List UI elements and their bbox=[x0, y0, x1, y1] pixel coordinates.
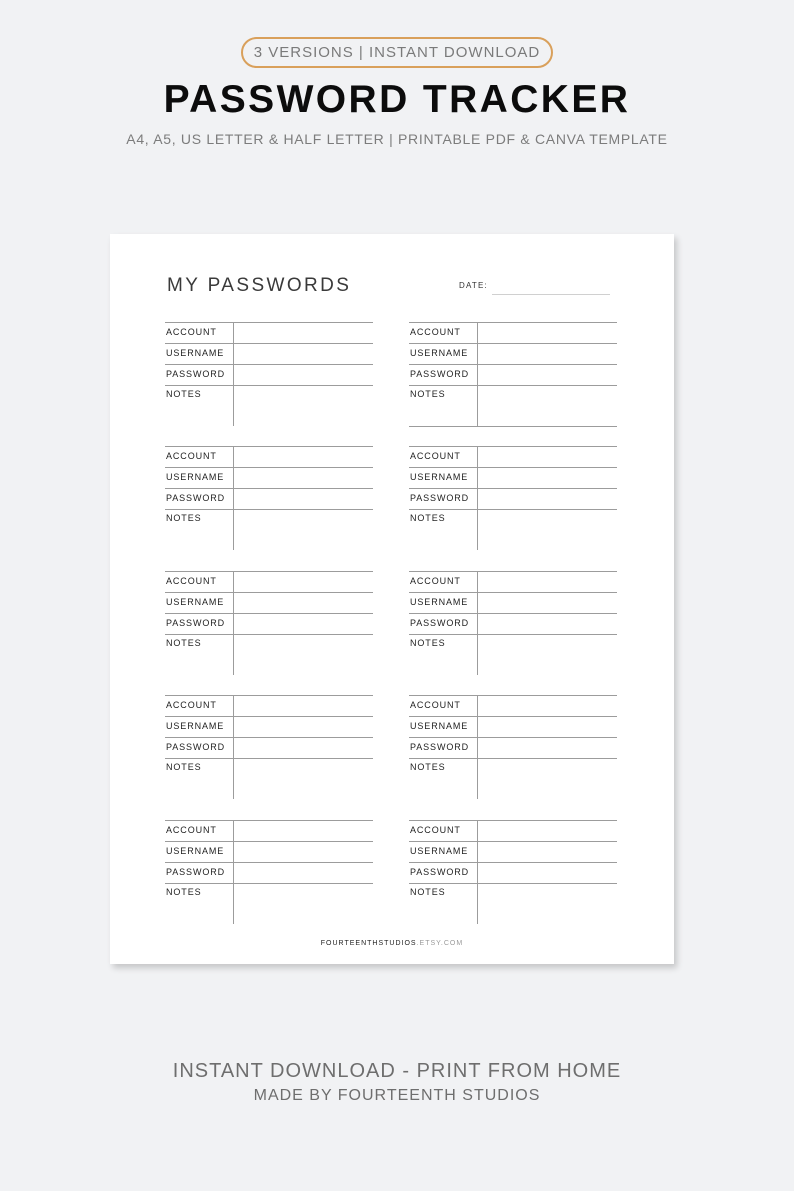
row-divider bbox=[165, 322, 373, 323]
row-divider bbox=[165, 592, 373, 593]
footer-line-2: MADE BY FOURTEENTH STUDIOS bbox=[253, 1087, 541, 1104]
page-subtitle: A4, A5, US LETTER & HALF LETTER | PRINTABLE PDF & CANVA TEMPLATE bbox=[126, 131, 668, 147]
notes-label: NOTES bbox=[410, 513, 446, 523]
row-divider bbox=[165, 571, 373, 572]
notes-label: NOTES bbox=[410, 887, 446, 897]
notes-label: NOTES bbox=[166, 513, 202, 523]
sheet-title: MY PASSWORDS bbox=[167, 275, 352, 296]
row-divider bbox=[165, 862, 373, 863]
row-divider bbox=[165, 716, 373, 717]
username-label: USERNAME bbox=[166, 721, 225, 731]
account-label: ACCOUNT bbox=[410, 825, 461, 835]
column-divider bbox=[233, 571, 234, 675]
version-badge bbox=[241, 37, 553, 68]
password-entry-card bbox=[409, 322, 617, 427]
row-divider bbox=[165, 820, 373, 821]
row-divider bbox=[409, 322, 617, 323]
row-divider bbox=[409, 758, 617, 759]
row-divider bbox=[165, 634, 373, 635]
username-label: USERNAME bbox=[166, 597, 225, 607]
password-entry-card bbox=[165, 695, 373, 800]
sheet-footer bbox=[110, 940, 674, 947]
password-label: PASSWORD bbox=[410, 369, 470, 379]
username-label: USERNAME bbox=[166, 846, 225, 856]
password-entry-card bbox=[165, 446, 373, 551]
password-entry-card bbox=[165, 820, 373, 925]
password-label: PASSWORD bbox=[166, 867, 226, 877]
username-label: USERNAME bbox=[410, 597, 469, 607]
row-divider bbox=[409, 467, 617, 468]
account-label: ACCOUNT bbox=[166, 451, 217, 461]
notes-label: NOTES bbox=[166, 887, 202, 897]
row-divider bbox=[409, 613, 617, 614]
notes-label: NOTES bbox=[410, 389, 446, 399]
row-divider bbox=[165, 343, 373, 344]
row-divider bbox=[165, 737, 373, 738]
row-divider bbox=[165, 385, 373, 386]
row-divider bbox=[409, 695, 617, 696]
password-label: PASSWORD bbox=[410, 742, 470, 752]
footer-brand-name: FOURTEENTHSTUDIOS bbox=[320, 940, 417, 947]
row-divider bbox=[409, 634, 617, 635]
column-divider bbox=[233, 695, 234, 799]
row-divider bbox=[165, 446, 373, 447]
footer-line-1: INSTANT DOWNLOAD - PRINT FROM HOME bbox=[172, 1060, 622, 1082]
password-entry-card bbox=[409, 446, 617, 551]
row-divider bbox=[165, 695, 373, 696]
row-divider bbox=[409, 592, 617, 593]
column-divider bbox=[477, 571, 478, 675]
row-divider bbox=[409, 571, 617, 572]
row-divider bbox=[409, 509, 617, 510]
password-label: PASSWORD bbox=[166, 369, 226, 379]
password-label: PASSWORD bbox=[166, 742, 226, 752]
row-divider bbox=[409, 364, 617, 365]
row-divider bbox=[409, 343, 617, 344]
column-divider bbox=[477, 446, 478, 550]
row-divider bbox=[409, 841, 617, 842]
row-divider bbox=[409, 862, 617, 863]
account-label: ACCOUNT bbox=[166, 576, 217, 586]
account-label: ACCOUNT bbox=[410, 700, 461, 710]
username-label: USERNAME bbox=[166, 348, 225, 358]
footer-brand-domain: .ETSY.COM bbox=[416, 940, 464, 947]
username-label: USERNAME bbox=[410, 348, 469, 358]
username-label: USERNAME bbox=[410, 846, 469, 856]
password-label: PASSWORD bbox=[410, 618, 470, 628]
date-label: DATE: bbox=[459, 281, 488, 290]
account-label: ACCOUNT bbox=[410, 451, 461, 461]
account-label: ACCOUNT bbox=[166, 327, 217, 337]
password-label: PASSWORD bbox=[166, 618, 226, 628]
row-divider bbox=[409, 488, 617, 489]
notes-label: NOTES bbox=[166, 389, 202, 399]
row-divider bbox=[165, 758, 373, 759]
row-divider bbox=[165, 467, 373, 468]
row-divider bbox=[409, 716, 617, 717]
password-entry-card bbox=[409, 695, 617, 800]
username-label: USERNAME bbox=[410, 472, 469, 482]
password-label: PASSWORD bbox=[410, 867, 470, 877]
column-divider bbox=[477, 695, 478, 799]
password-entry-card bbox=[409, 571, 617, 676]
row-divider bbox=[165, 613, 373, 614]
account-label: ACCOUNT bbox=[166, 700, 217, 710]
column-divider bbox=[477, 820, 478, 924]
row-divider bbox=[409, 446, 617, 447]
column-divider bbox=[233, 322, 234, 426]
printable-sheet bbox=[110, 234, 674, 964]
username-label: USERNAME bbox=[410, 721, 469, 731]
version-badge-text: 3 VERSIONS | INSTANT DOWNLOAD bbox=[253, 44, 541, 61]
account-label: ACCOUNT bbox=[410, 327, 461, 337]
row-divider bbox=[165, 364, 373, 365]
account-label: ACCOUNT bbox=[166, 825, 217, 835]
notes-label: NOTES bbox=[166, 762, 202, 772]
row-divider bbox=[409, 385, 617, 386]
row-divider bbox=[409, 820, 617, 821]
password-entry-card bbox=[165, 322, 373, 427]
row-divider bbox=[165, 841, 373, 842]
column-divider bbox=[233, 820, 234, 924]
row-divider bbox=[409, 426, 617, 427]
row-divider bbox=[409, 883, 617, 884]
row-divider bbox=[165, 883, 373, 884]
password-entry-card bbox=[409, 820, 617, 925]
notes-label: NOTES bbox=[410, 762, 446, 772]
notes-label: NOTES bbox=[410, 638, 446, 648]
password-label: PASSWORD bbox=[166, 493, 226, 503]
column-divider bbox=[233, 446, 234, 550]
username-label: USERNAME bbox=[166, 472, 225, 482]
column-divider bbox=[477, 322, 478, 426]
page-title: PASSWORD TRACKER bbox=[163, 78, 631, 121]
date-line bbox=[492, 294, 610, 295]
row-divider bbox=[409, 737, 617, 738]
row-divider bbox=[165, 488, 373, 489]
row-divider bbox=[165, 509, 373, 510]
password-entry-card bbox=[165, 571, 373, 676]
password-label: PASSWORD bbox=[410, 493, 470, 503]
account-label: ACCOUNT bbox=[410, 576, 461, 586]
notes-label: NOTES bbox=[166, 638, 202, 648]
